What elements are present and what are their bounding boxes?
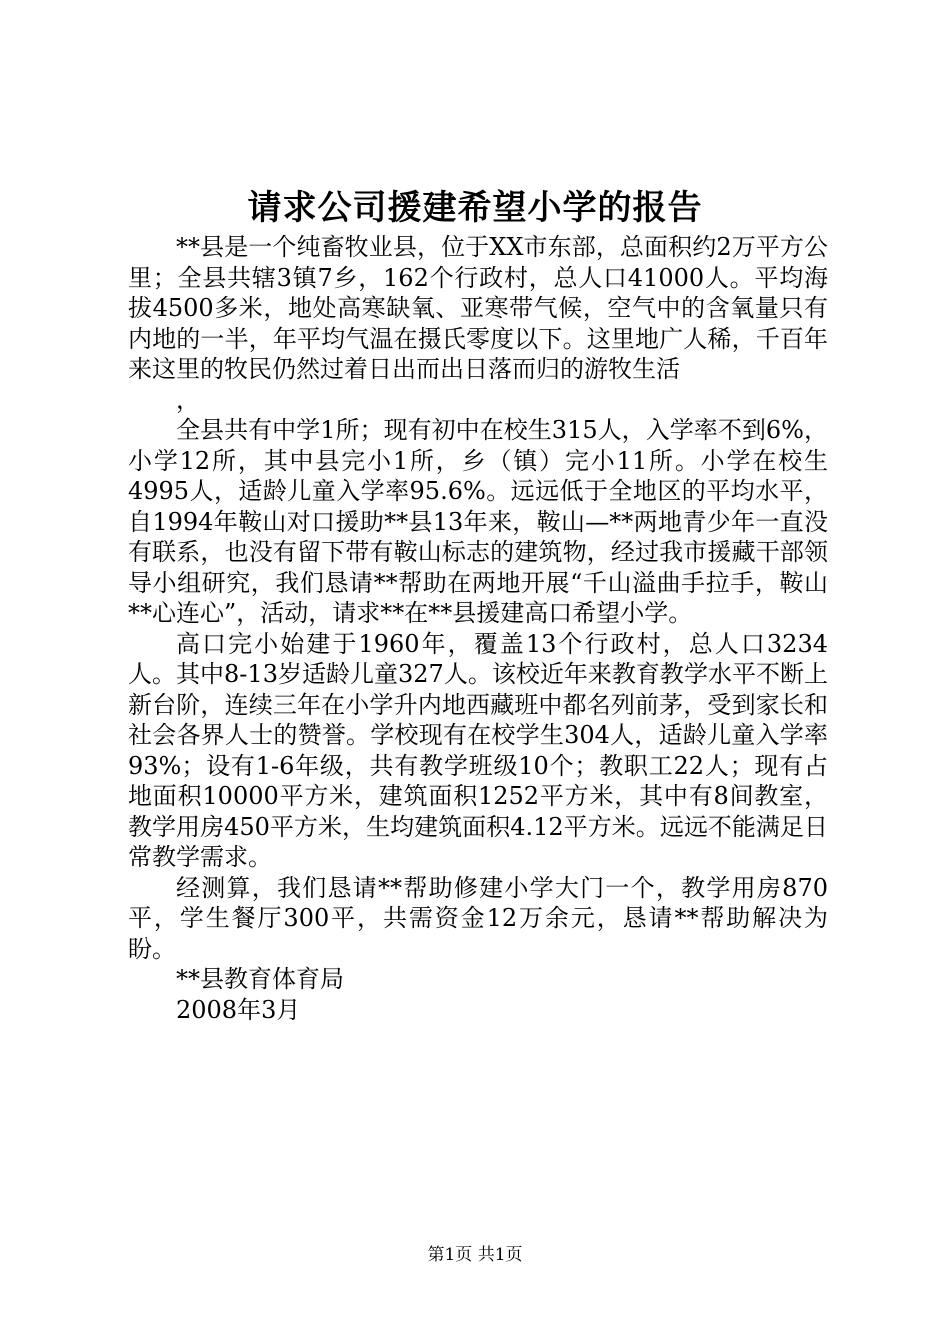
document-title: 请求公司援建希望小学的报告	[247, 188, 703, 228]
paragraph-county-overview: **县是一个纯畜牧业县，位于XX市东部，总面积约2万平方公里；全县共辖3镇7乡，162个行政村，总人口41000人。平均海拔4500多米，地处高寒缺氧、亚寒带气候，空气中的含氧量只有内地的一半，年平均气温在摄氏零度以下。这里地广人稀，千百年来这里的牧民仍然过着日出而出日落而归的游牧生活	[128, 233, 828, 383]
paragraph-school-statistics: 全县共有中学1所；现有初中在校生315人，入学率不到6%，小学12所，其中县完小1所，乡（镇）完小11所。小学在校生4995人，适龄儿童入学率95.6%。远远低于全地区的平均水平，自1994年鞍山对口援助**县13年来，鞍山—**两地青少年一直没有联系，也没有留下带有鞍山标志的建筑物，经过我市援藏干部领导小组研究，我们恳请**帮助在两地开展“千山溢曲手拉手，鞍山**心连心”，活动，请求**在**县援建高口希望小学。	[128, 416, 828, 627]
paragraph-stray-comma: ，	[176, 385, 200, 414]
document-body	[128, 232, 828, 1025]
paragraph-gaokou-school: 高口完小始建于1960年，覆盖13个行政村，总人口3234人。其中8-13岁适龄儿童327人。该校近年来教育教学水平不断上新台阶，连续三年在小学升内地西藏班中都名列前茅，受到家长和社会各界人士的赞誉。学校现有在校学生304人，适龄儿童入学率93%；设有1-6年级，共有教学班级10个；教职工22人；现有占地面积10000平方米，建筑面积1252平方米，其中有8间教室，教学用房450平方米，生均建筑面积4.12平方米。远远不能满足日常教学需求。	[128, 629, 828, 871]
signature-date: 2008年3月	[176, 995, 301, 1024]
signature-organization: **县教育体育局	[176, 965, 344, 993]
page-number-footer: 第1页 共1页	[427, 1245, 523, 1265]
paragraph-funding-request: 经测算，我们恳请**帮助修建小学大门一个，教学用房870平，学生餐厅300平，共需资金12万余元，恳请**帮助解决为盼。	[128, 873, 828, 963]
